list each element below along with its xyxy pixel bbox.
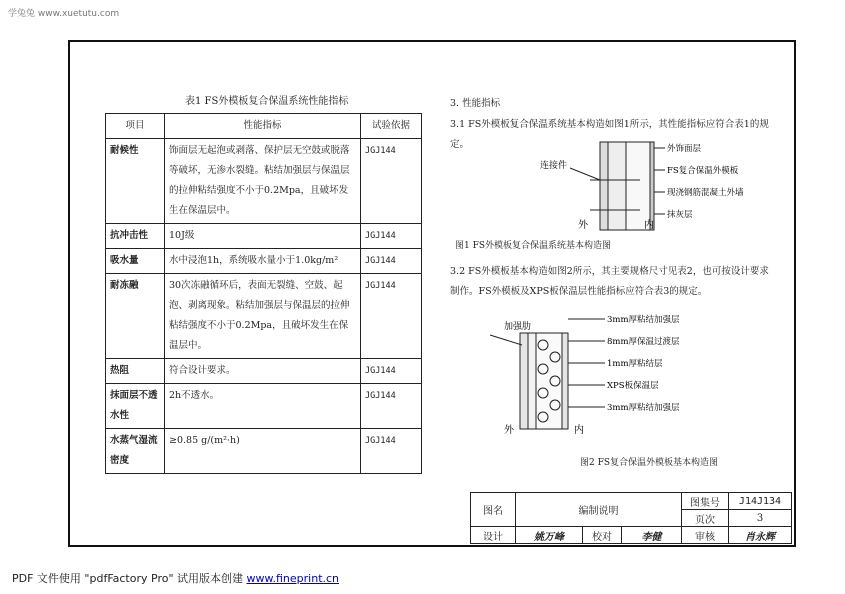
review-label: 审核 [682,527,729,544]
footer-text: PDF 文件使用 "pdfFactory Pro" 试用版本创建 [12,572,247,585]
rib-leader [490,335,522,345]
performance-table [105,113,422,474]
header-item: 项目 [106,114,165,139]
atlas-number: J14J134 [729,493,792,510]
row-item: 抗冲击性 [106,224,165,249]
layer1-label: 3mm厚粘结加强层 [607,315,680,325]
fig2-transition-layer [528,333,536,429]
layer4-label: XPS板保温层 [607,381,659,391]
fig-name: 编制说明 [516,493,682,527]
row-spec: 符合设计要求。 [165,359,361,384]
figure2-caption: 图2 FS复合保温外模板基本构造图 [580,458,718,468]
fs-panel-layer [608,142,626,230]
table-row [106,249,422,274]
row-basis: JGJ144 [361,249,422,274]
check-signature: 李健 [622,527,682,544]
pdf-footer [12,570,339,586]
finish-label: 外饰面层 [667,144,702,154]
fig2-inside-label: 内 [574,425,584,436]
table-header-row [106,114,422,139]
watermark: 学兔兔 www.xuetutu.com [8,9,120,19]
connector-label: 连接件 [540,161,568,171]
inside-label: 内 [644,220,654,231]
table-row [106,139,422,224]
row-item: 耐候性 [106,139,165,224]
row-item: 水蒸气湿流密度 [106,429,165,474]
row-spec: 2h不透水。 [165,384,361,429]
table-row [106,384,422,429]
table-row [106,359,422,384]
row-basis: JGJ144 [361,429,422,474]
outside-label: 外 [578,220,588,231]
review-signature: 肖永辉 [729,527,792,544]
row-basis: JGJ144 [361,359,422,384]
header-spec: 性能指标 [165,114,361,139]
layer2-label: 8mm厚保温过渡层 [607,337,680,347]
row-item: 热阻 [106,359,165,384]
rib-label: 加强肋 [504,322,532,332]
section-para-2: 3.2 FS外模板基本构造如图2所示，其主要规格尺寸见表2，也可按设计要求制作。FS外模板及XPS板保温层性能指标应符合表3的规定。 [450,266,769,297]
footer-link[interactable]: www.fineprint.cn [246,572,340,585]
row-basis: JGJ144 [361,139,422,224]
finish-layer [600,142,608,230]
row-item: 抹面层不透水性 [106,384,165,429]
table-row [106,224,422,249]
concrete-label: 现浇钢筋混凝土外墙 [667,188,744,198]
section-para-1: 3.1 FS外模板复合保温系统基本构造如图1所示，其性能指标应符合表1的规定。 [450,119,769,150]
atlas-label: 图集号 [682,493,729,510]
plaster-label: 抹灰层 [667,210,693,220]
row-spec: 饰面层无起泡或剥落、保护层无空鼓或脱落等破坏，无渗水裂缝。粘结加强层与保温层的拉伸粘结强度不小于0.2Mpa，且破坏发生在保温层中。 [165,139,361,224]
title-block [470,492,792,544]
row-basis: JGJ144 [361,224,422,249]
layer5-label: 3mm厚粘结加强层 [607,403,680,413]
fig-name-label: 图名 [471,493,516,527]
row-spec: 水中浸泡1h，系统吸水量小于1.0kg/m² [165,249,361,274]
layer3-label: 1mm厚粘结层 [607,359,663,369]
table-row [106,429,422,474]
fig2-xps-layer [536,333,562,429]
figure2-diagram [450,305,790,465]
row-item: 耐冻融 [106,274,165,359]
page-number: 3 [729,510,792,527]
fig2-outside-label: 外 [504,425,514,436]
plaster-layer [650,142,654,230]
row-basis: JGJ144 [361,384,422,429]
header-basis: 试验依据 [361,114,422,139]
concrete-layer [626,142,650,230]
row-spec: ≥0.85 g/(m²·h) [165,429,361,474]
row-spec: 30次冻融循环后，表面无裂缝、空鼓、起泡、剥离现象。粘结加强层与保温层的拉伸粘结强度不小于0.2Mpa，且破坏发生在保温层中。 [165,274,361,359]
row-item: 吸水量 [106,249,165,274]
section-heading: 3. 性能指标 [450,98,501,109]
design-signature: 姚万峰 [516,527,583,544]
connector-leader [570,168,600,180]
fig2-outer-layer [520,333,528,429]
row-basis: JGJ144 [361,274,422,359]
fig2-inner-layer [562,333,568,429]
figure1-caption: 图1 FS外模板复合保温系统基本构造图 [455,241,611,251]
table-row [106,274,422,359]
page-label: 页次 [682,510,729,527]
check-label: 校对 [583,527,622,544]
row-spec: 10J级 [165,224,361,249]
design-label: 设计 [471,527,516,544]
panel-label: FS复合保温外模板 [667,166,739,176]
table1-title: 表1 FS外模板复合保温系统性能指标 [185,96,349,107]
